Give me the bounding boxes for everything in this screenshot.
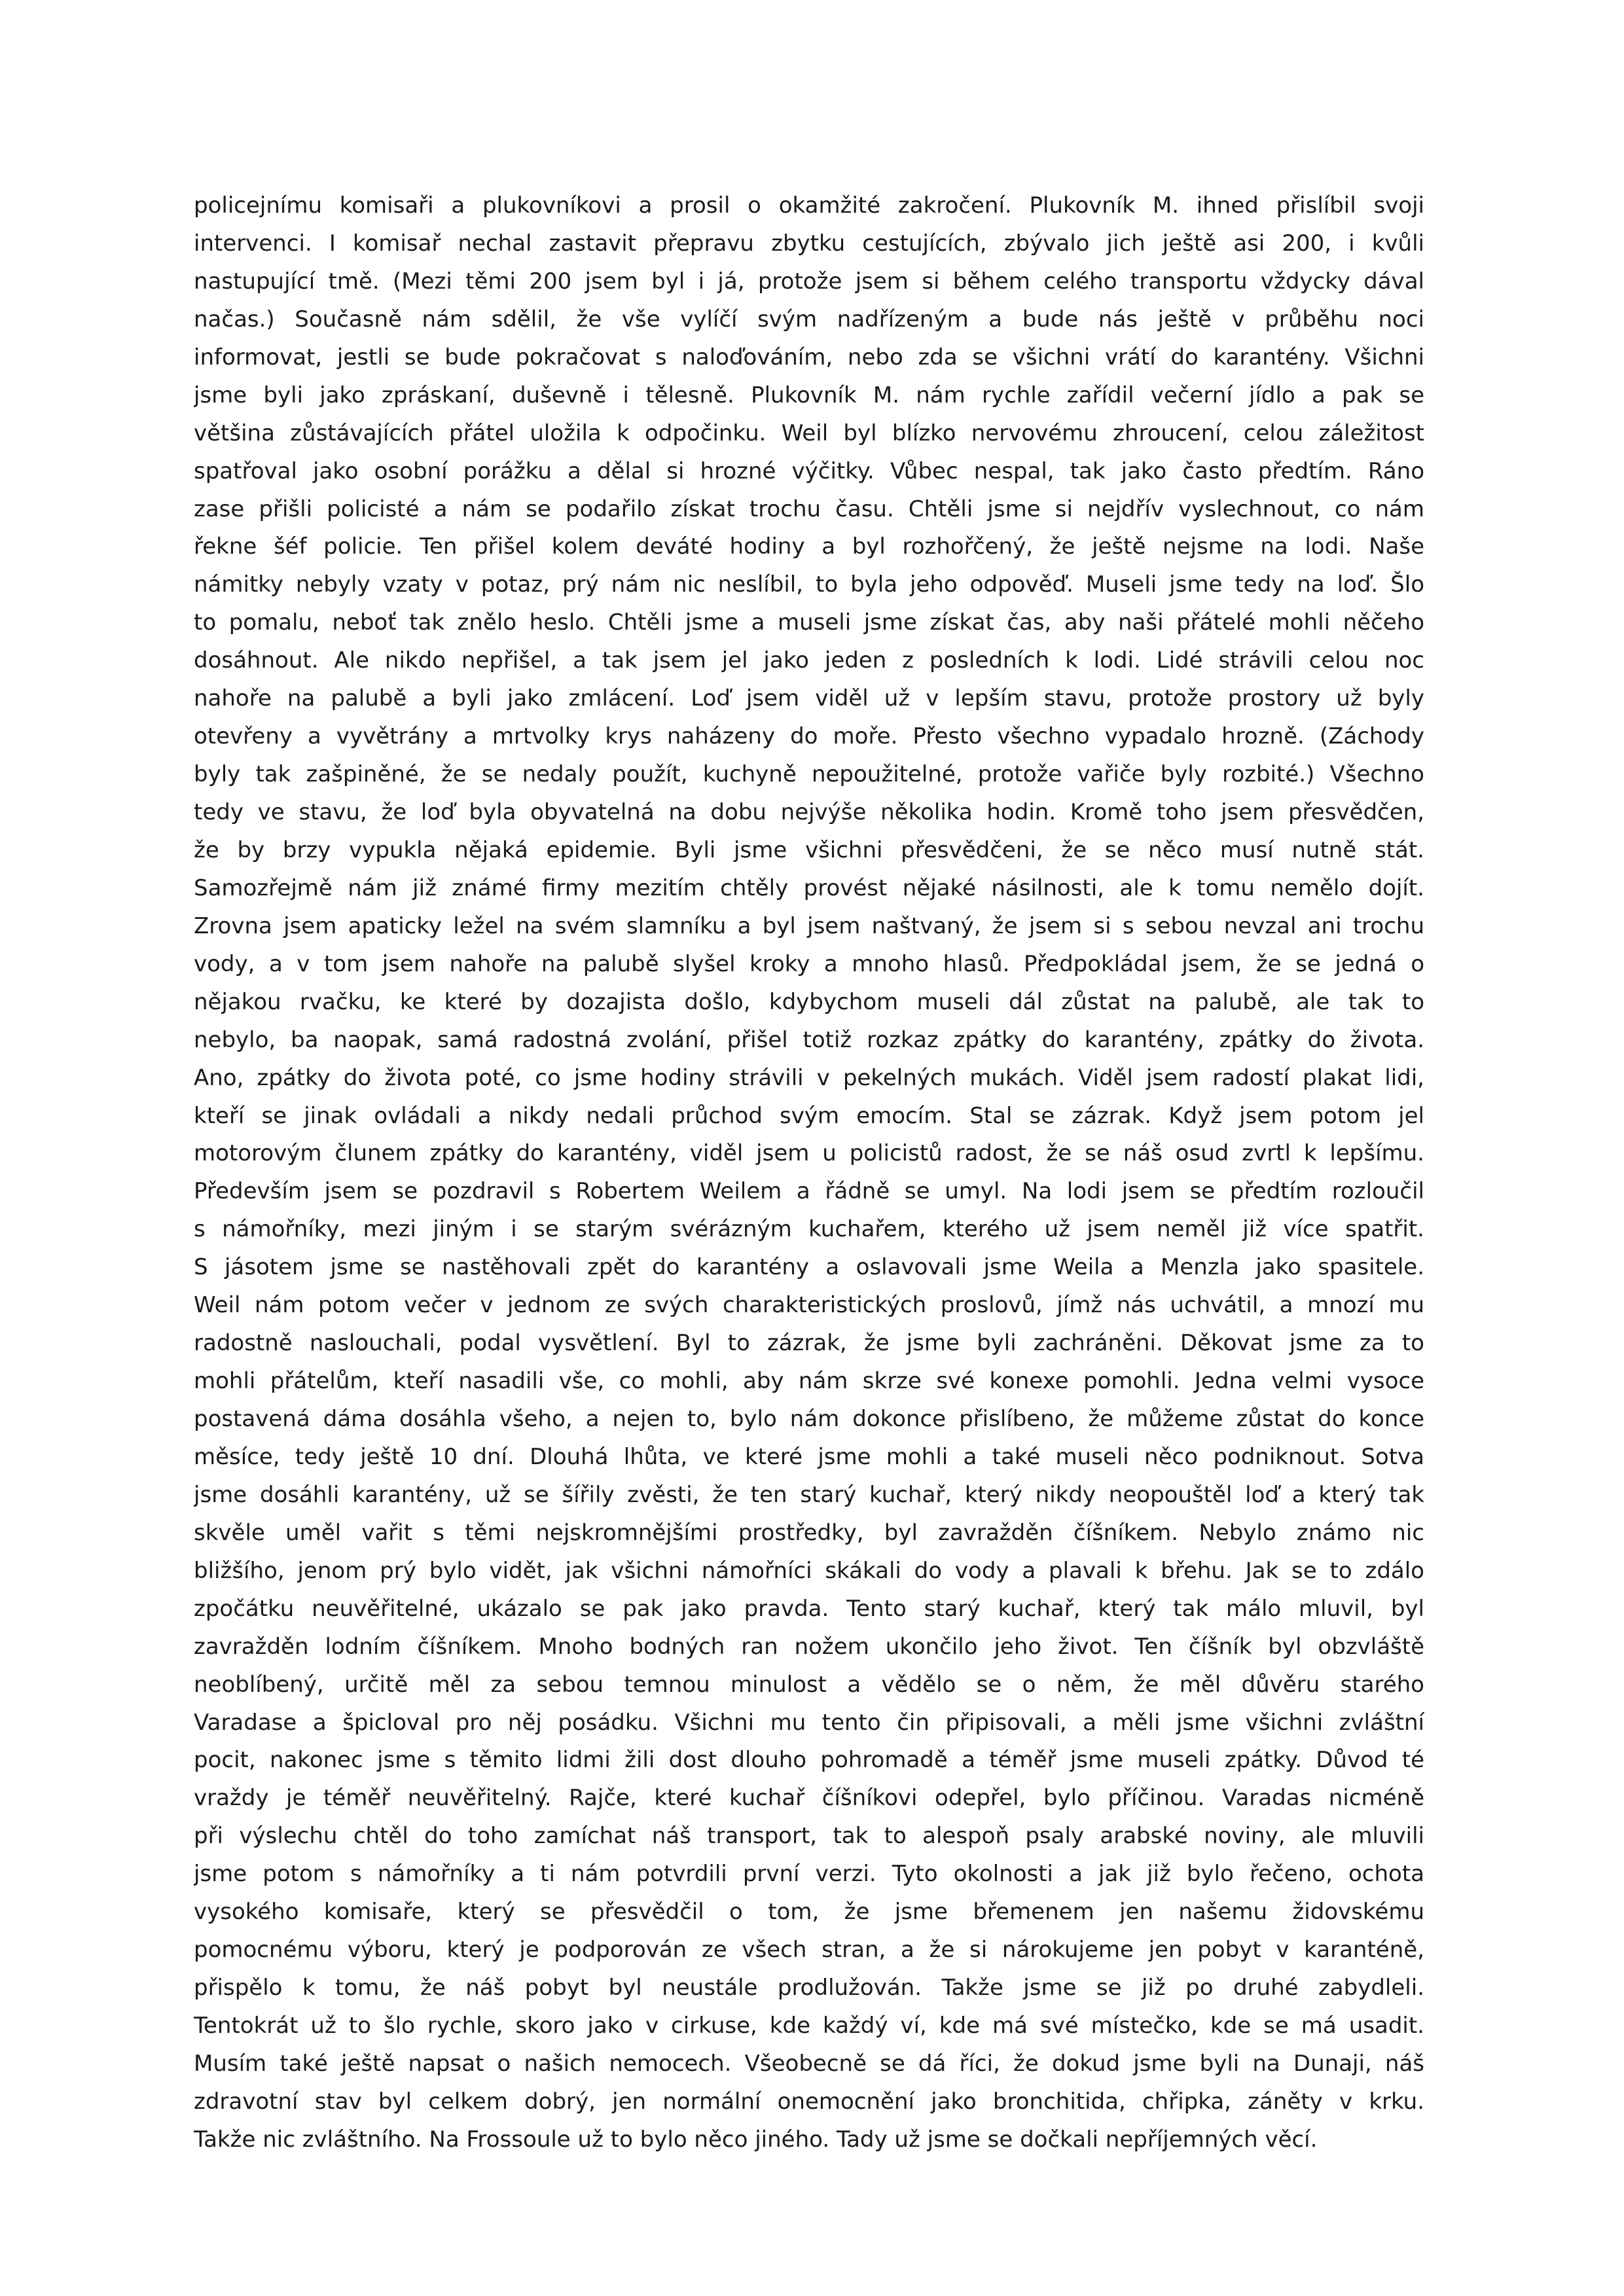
text-line: Tentokrát už to šlo rychle, skoro jako v cirkuse, kde každý ví, kde má své místečko, kde se má usadit. [194,2013,1424,2039]
body-text [194,187,1424,2159]
text-line: mohli přátelům, kteří nasadili vše, co mohli, aby nám skrze své konexe pomohli. Jedna velmi vysoce [194,1368,1424,1395]
text-line: pomocnému výboru, který je podporován ze všech stran, a že si nárokujeme jen pobyt v karanténě, [194,1937,1424,1964]
text-line: vody, a v tom jsem nahoře na palubě slyšel kroky a mnoho hlasů. Předpokládal jsem, že se jedná o [194,950,1424,977]
text-line: nastupující tmě. (Mezi těmi 200 jsem byl i já, protože jsem si během celého transportu vždycky dával [194,268,1424,295]
text-line: zase přišli policisté a nám se podařilo získat trochu času. Chtěli jsme si nejdřív vyslechnout, co nám [194,495,1424,522]
text-line: nebylo, ba naopak, samá radostná zvolání, přišel totiž rozkaz zpátky do karantény, zpátky do života. [194,1026,1424,1053]
text-line: Samozřejmě nám již známé firmy mezitím chtěly provést nějaké násilnosti, ale k tomu nemělo dojít. [194,874,1424,901]
text-line: motorovým člunem zpátky do karantény, viděl jsem u policistů radost, že se náš osud zvrtl k lepšímu. [194,1140,1424,1167]
text-line: nahoře na palubě a byli jako zmlácení. Loď jsem viděl už v lepším stavu, protože prostory už byly [194,685,1424,712]
text-line: Varadase a špicloval pro něj posádku. Všichni mu tento čin připisovali, a měli jsme všichni zvláštní [194,1709,1424,1736]
text-line: bližšího, jenom prý bylo vidět, jak všichni námořníci skákali do vody a plavali k břehu. Jak se to zdálo [194,1557,1424,1584]
text-line: Takže nic zvláštního. Na Frossoule už to bylo něco jiného. Tady už jsme se dočkali nepříjemných věcí. [194,2126,1318,2153]
text-line: s námořníky, mezi jiným i se starým svérázným kuchařem, kterého už jsem neměl již více spatřit. [194,1216,1424,1243]
text-line: S jásotem jsme se nastěhovali zpět do karantény a oslavovali jsme Weila a Menzla jako spasitele. [194,1254,1424,1281]
text-line: řekne šéf policie. Ten přišel kolem deváté hodiny a byl rozhořčený, že ještě nejsme na lodi. Naše [194,533,1424,560]
text-line: námitky nebyly vzaty v potaz, prý nám nic neslíbil, to byla jeho odpověď. Museli jsme tedy na loď. Šlo [194,571,1424,598]
text-line: pocit, nakonec jsme s těmito lidmi žili dost dlouho pohromadě a téměř jsme museli zpátky. Důvod té [194,1747,1424,1774]
text-line: informovat, jestli se bude pokračovat s naloďováním, nebo zda se všichni vrátí do karantény. Všichni [194,344,1424,370]
text-line: policejnímu komisaři a plukovníkovi a prosil o okamžité zakročení. Plukovník M. ihned přislíbil svoji [194,192,1424,219]
text-line: jsme byli jako zpráskaní, duševně i tělesně. Plukovník M. nám rychle zařídil večerní jídlo a pak se [194,382,1424,408]
text-line: Weil nám potom večer v jednom ze svých charakteristických proslovů, jímž nás uchvátil, a mnozí mu [194,1292,1424,1319]
text-line: nějakou rvačku, ke které by dozajista došlo, kdybychom museli dál zůstat na palubě, ale tak to [194,988,1424,1015]
text-line: přispělo k tomu, že náš pobyt byl neustále prodlužován. Takže jsme se již po druhé zabydleli. [194,1975,1424,2001]
text-line: jsme potom s námořníky a ti nám potvrdili první verzi. Tyto okolnosti a jak již bylo řečeno, ochota [194,1861,1424,1888]
text-line: jsme dosáhli karantény, už se šířily zvěsti, že ten starý kuchař, který nikdy neopouštěl loď a který tak [194,1481,1424,1508]
text-line: zpočátku neuvěřitelné, ukázalo se pak jako pravda. Tento starý kuchař, který tak málo mluvil, byl [194,1595,1424,1622]
text-line: tedy ve stavu, že loď byla obyvatelná na dobu nejvýše několika hodin. Kromě toho jsem přesvědčen, [194,799,1424,825]
text-line: neoblíbený, určitě měl za sebou temnou minulost a vědělo se o něm, že měl důvěru starého [194,1671,1424,1698]
text-line: Ano, zpátky do života poté, co jsme hodiny strávili v pekelných mukách. Viděl jsem radostí plakat lidi, [194,1064,1424,1091]
text-line: vysokého komisaře, který se přesvědčil o tom, že jsme břemenem jen našemu židovskému [194,1899,1424,1926]
text-line: postavená dáma dosáhla všeho, a nejen to, bylo nám dokonce přislíbeno, že můžeme zůstat do konce [194,1406,1424,1432]
text-line: Zrovna jsem apaticky ležel na svém slamníku a byl jsem naštvaný, že jsem si s sebou nevzal ani trochu [194,912,1424,939]
text-line: načas.) Současně nám sdělil, že vše vylíčí svým nadřízeným a bude nás ještě v průběhu noci [194,306,1424,332]
text-line: zavražděn lodním číšníkem. Mnoho bodných ran nožem ukončilo jeho život. Ten číšník byl obzvláště [194,1633,1424,1660]
text-line: při výslechu chtěl do toho zamíchat náš transport, tak to alespoň psaly arabské noviny, ale mluvili [194,1823,1424,1850]
text-line: spatřoval jako osobní porážku a dělal si hrozné výčitky. Vůbec nespal, tak jako často předtím. Ráno [194,457,1424,484]
text-line: zdravotní stav byl celkem dobrý, jen normální onemocnění jako bronchitida, chřipka, záněty v krku. [194,2088,1424,2115]
text-line: skvěle uměl vařit s těmi nejskromnějšími prostředky, byl zavražděn číšníkem. Nebylo známo nic [194,1519,1424,1546]
text-line: intervenci. I komisař nechal zastavit přepravu zbytku cestujících, zbývalo jich ještě asi 200, i kvůli [194,230,1424,257]
text-line: měsíce, tedy ještě 10 dní. Dlouhá lhůta, ve které jsme mohli a také museli něco podniknout. Sotva [194,1443,1424,1470]
text-line: vraždy je téměř neuvěřitelný. Rajče, které kuchař číšníkovi odepřel, bylo příčinou. Varadas nicméně [194,1785,1424,1812]
text-line: kteří se jinak ovládali a nikdy nedali průchod svým emocím. Stal se zázrak. Když jsem potom jel [194,1102,1424,1129]
text-line: otevřeny a vyvětrány a mrtvolky krys naházeny do moře. Přesto všechno vypadalo hrozně. (Záchody [194,723,1424,750]
text-line: to pomalu, neboť tak znělo heslo. Chtěli jsme a museli jsme získat čas, aby naši přátelé mohli něčeho [194,609,1424,636]
text-line: dosáhnout. Ale nikdo nepřišel, a tak jsem jel jako jeden z posledních k lodi. Lidé strávili celou noc [194,647,1424,674]
text-line: byly tak zašpiněné, že se nedaly použít, kuchyně nepoužitelné, protože vařiče byly rozbité.) Všechno [194,761,1424,788]
text-line: většina zůstávajících přátel uložila k odpočinku. Weil byl blízko nervovému zhroucení, celou záležitost [194,420,1424,446]
text-line: Musím také ještě napsat o našich nemocech. Všeobecně se dá říci, že dokud jsme byli na Dunaji, náš [194,2050,1424,2077]
text-line: Především jsem se pozdravil s Robertem Weilem a řádně se umyl. Na lodi jsem se předtím rozloučil [194,1178,1424,1205]
text-line: že by brzy vypukla nějaká epidemie. Byli jsme všichni přesvědčeni, že se něco musí nutně stát. [194,836,1424,863]
text-line: radostně naslouchali, podal vysvětlení. Byl to zázrak, že jsme byli zachráněni. Děkovat jsme za to [194,1330,1424,1357]
